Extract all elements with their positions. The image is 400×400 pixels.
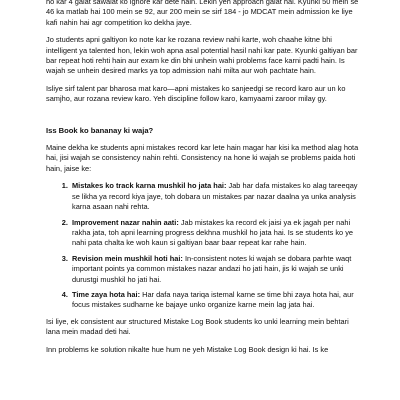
cut-off-paragraph: Inn problems ke solution nikalte hue hum ne yeh Mistake Log Book design ki hai. Is ke — [46, 344, 329, 354]
list-item-title: Mistakes ko track karna mushkil ho jata hai: — [72, 181, 229, 191]
closing-paragraph: Isi liye, ek consistent aur structured Mistake Log Book students ko unki learning mein behtari lana mein madad deti hai. — [46, 316, 349, 337]
section-heading: Iss Book ko bananay ki waja? — [46, 125, 154, 135]
paragraph-1: ho kar 4 galat sawalat ko ignore kar dete hain. Lekin yeh approach galat hai. Kyunki 50 mein se 46 ka matlab hai 100 mein se 92, aur 200 mein se sirf 184 - jo MDCAT mein admission ke liye kafi nahin hai agr competition ko dekha jaye. — [46, 0, 359, 27]
list-item — [70, 181, 364, 212]
list-item — [70, 218, 364, 249]
list-item-text: Jab har dafa mistakes ko alag tareeqay se likha ya record kiya jaye, toh dobara un mistakes par nazar daalna ya unka analysis karna asaan nahi rehta. — [72, 181, 358, 212]
list-item-title: Revision mein mushkil hoti hai: — [72, 253, 185, 263]
list-item-text: In-consistent notes ki wajah se dobara parhte waqt important points ya common mistakes nazar andazi ho jati hain, jis ki wajah se unki durustgi mushkil ho jati hai. — [72, 253, 352, 284]
problems-list — [46, 181, 364, 310]
list-item — [70, 254, 364, 285]
section-gap — [46, 112, 364, 126]
list-item-title: Improvement nazar nahin aati: — [72, 217, 181, 227]
list-item-text: Har dafa naya tariqa istemal karne se time bhi zaya hota hai, aur focus mistakes sudharne ke bajaye unko organize karne mein lag jata hai. — [72, 289, 354, 310]
list-item — [70, 290, 364, 311]
paragraph-3: Isliye sirf talent par bharosa mat karo—apni mistakes ko sanjeedgi se record karo aur un ko samjho, aur rozana review karo. Yeh discipline follow karo, kamyaami zaroor milay gy. — [46, 83, 346, 104]
document-body — [46, 0, 364, 362]
paragraph-2: Jo students apni galtiyon ko note kar ke rozana review nahi karte, woh chaahe kitne bhi intelligent ya talented hon, lekin woh apna asal potential hasil nahi kar pate. Kyunki galtiyan bar bar repeat hoti rehti hain aur exam ke din bhi unhein wahi problems face karni padti hain. Is wajah se unhein desired marks ya top admission nahi milta aur woh pachtate hain. — [46, 35, 358, 76]
list-item-title: Time zaya hota hai: — [72, 289, 143, 299]
list-item-text: Jab mistakes ka record ek jaisi ya ek jagah per nahi rakha jata, toh apni learning progress dekhna mushkil ho jata hai. Is se students ko ye nahi pata chalta ke woh kaun si galtiyan baar baar repeat kar rahe hain. — [72, 217, 354, 248]
intro-paragraph: Maine dekha ke students apni mistakes record kar lete hain magar har kisi ka method alag hota hai, jisi wajah se consistency nahin rehti. Consistency na hone ki wajah se problems paida hoti hain, jaise ke: — [46, 143, 359, 173]
